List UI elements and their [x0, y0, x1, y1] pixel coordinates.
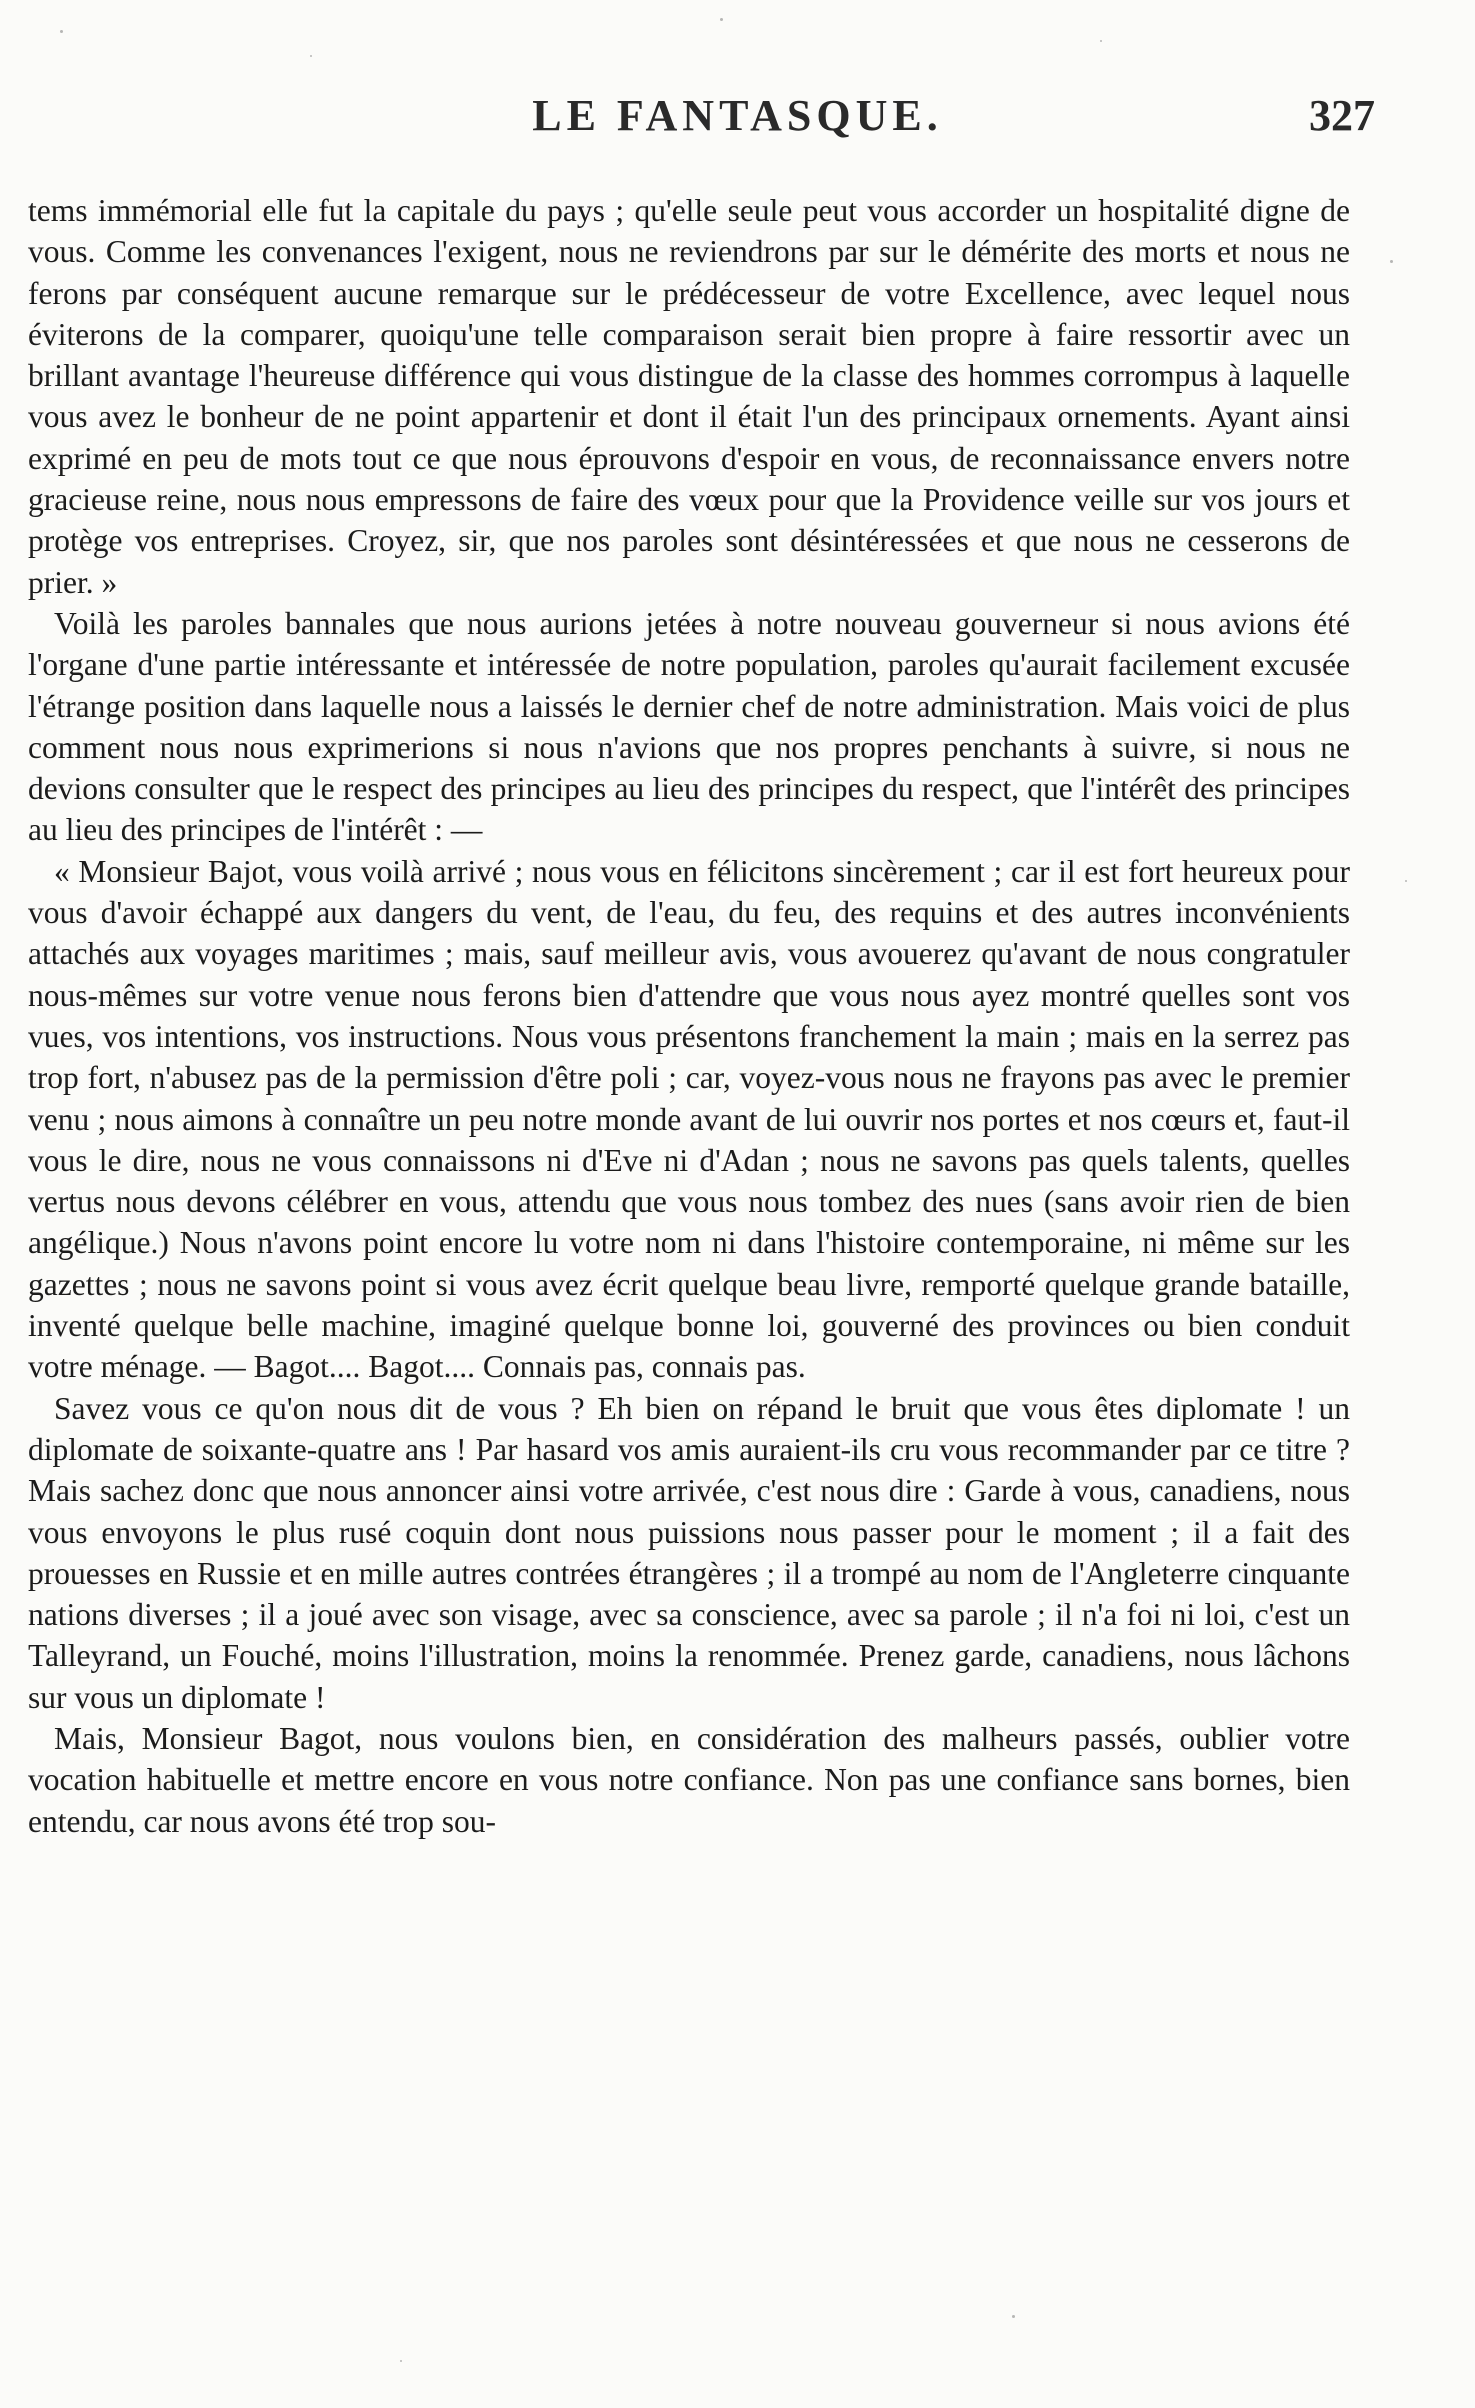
print-speckle	[1390, 260, 1393, 263]
paragraph-monsieur-bajot: « Monsieur Bajot, vous voilà arrivé ; nous vous en félicitons sincèrement ; car il est fort heureux pour vous d'avoir échappé aux dangers du vent, de l'eau, du feu, des requins et des autres inconvénients attachés aux voyages maritimes ; mais, sauf meilleur avis, vous avouerez qu'avant de nous congratuler nous-mêmes sur votre venue nous ferons bien d'attendre que vous nous ayez montré quelles sont vos vues, vos intentions, vos instructions. Nous vous présentons franchement la main ; mais en la serrez pas trop fort, n'abusez pas de la permission d'être poli ; car, voyez-vous nous ne frayons pas avec le premier venu ; nous aimons à connaître un peu notre monde avant de lui ouvrir nos portes et nos cœurs et, faut-il vous le dire, nous ne vous connaissons ni d'Eve ni d'Adan ; nous ne savons pas quels talents, quelles vertus nous devons célébrer en vous, attendu que vous nous tombez des nues (sans avoir rien de bien angélique.) Nous n'avons point encore lu votre nom ni dans l'histoire contemporaine, ni même sur les gazettes ; nous ne savons point si vous avez écrit quelque beau livre, remporté quelque grande bataille, inventé quelque belle machine, imaginé quelque bonne loi, gouverné des provinces ou bien conduit votre ménage. — Bagot.... Bagot.... Connais pas, connais pas.	[28, 853, 1350, 1385]
paragraph-mais-monsieur-bagot: Mais, Monsieur Bagot, nous voulons bien, en considération des malheurs passés, oublier votre vocation habituelle et mettre encore en vous notre confiance. Non pas une confiance sans bornes, bien entendu, car nous avons été trop sou-	[28, 1720, 1350, 1839]
paragraph-continuation: tems immémorial elle fut la capitale du pays ; qu'elle seule peut vous accorder un hospitalité digne de vous. Comme les convenances l'exigent, nous ne reviendrons par sur le démérite des morts et nous ne ferons par conséquent aucune remarque sur le prédécesseur de votre Excellence, avec lequel nous éviterons de la comparer, quoiqu'une telle comparaison serait bien propre à faire ressortir avec un brillant avantage l'heureuse différence qui vous distingue de la classe des hommes corrompus à laquelle vous avez le bonheur de ne point appartenir et dont il était l'un des principaux ornements. Ayant ainsi exprimé en peu de mots tout ce que nous éprouvons d'espoir en vous, de reconnaissance envers notre gracieuse reine, nous nous empressons de faire des vœux pour que la Providence veille sur vos jours et protège vos entreprises. Croyez, sir, que nos paroles sont désintéressées et que nous ne cesserons de prier. »	[28, 193, 1350, 600]
print-speckle	[1012, 2315, 1015, 2318]
print-speckle	[400, 2360, 402, 2362]
page-header	[0, 90, 1475, 150]
paragraph-voila: Voilà les paroles bannales que nous aurions jetées à notre nouveau gouverneur si nous avions été l'organe d'une partie intéressante et intéressée de notre population, paroles qu'aurait facilement excusée l'étrange position dans laquelle nous a laissés le dernier chef de notre administration. Mais voici de plus comment nous nous exprimerions si nous n'avions que nos propres penchants à suivre, si nous ne devions consulter que le respect des principes au lieu des principes du respect, que l'intérêt des principes au lieu des principes de l'intérêt : —	[28, 605, 1350, 848]
page-number: 327	[1309, 91, 1375, 140]
article-body	[28, 190, 1350, 1842]
paragraph-savez-vous: Savez vous ce qu'on nous dit de vous ? Eh bien on répand le bruit que vous êtes diplomate ! un diplomate de soixante-quatre ans ! Par hasard vos amis auraient-ils cru vous recommander par ce titre ? Mais sachez donc que nous annoncer ainsi votre arrivée, c'est nous dire : Garde à vous, canadiens, nous vous envoyons le plus rusé coquin dont nous puissions nous passer pour le moment ; il a fait des prouesses en Russie et en mille autres contrées étrangères ; il a trompé au nom de l'Angleterre cinquante nations diverses ; il a joué avec son visage, avec sa conscience, avec sa parole ; il n'a foi ni loi, c'est un Talleyrand, un Fouché, moins l'illustration, moins la renommée. Prenez garde, canadiens, nous lâchons sur vous un diplomate !	[28, 1390, 1350, 1715]
print-speckle	[1405, 880, 1407, 882]
print-speckle	[60, 30, 63, 33]
print-speckle	[720, 18, 723, 21]
running-title: LE FANTASQUE.	[532, 91, 943, 140]
print-speckle	[310, 55, 312, 57]
print-speckle	[1100, 40, 1102, 42]
